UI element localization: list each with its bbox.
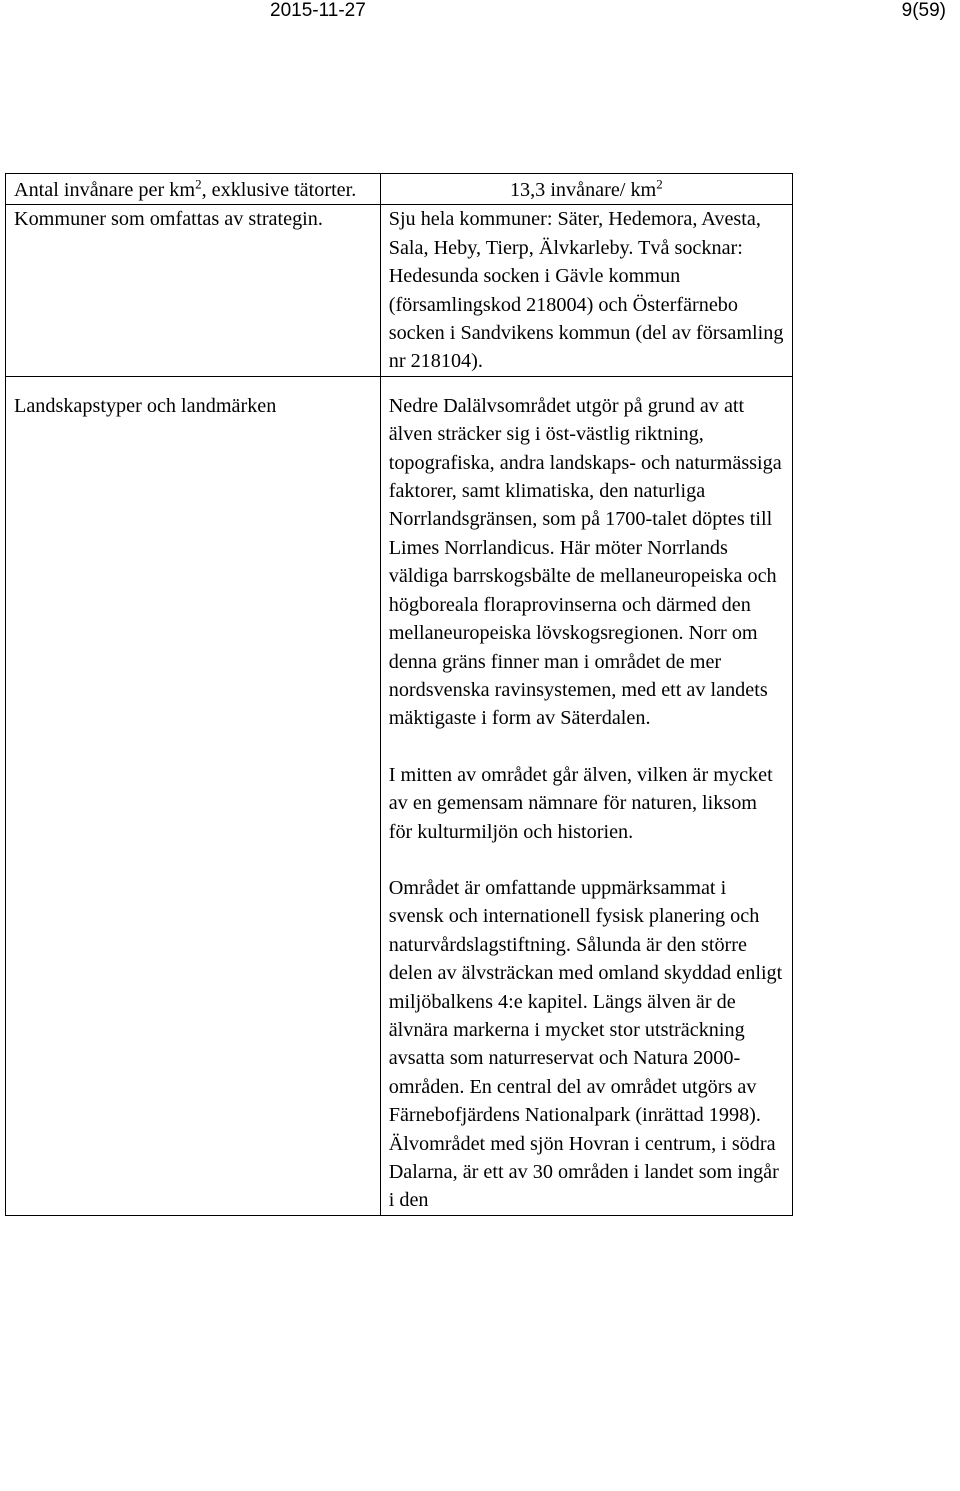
row-value <box>380 174 792 205</box>
value-text: Sju hela kommuner: Säter, Hedemora, Avesta, Sala, Heby, Tierp, Älvkarleby. Två socknar: Hedesunda socken i Gävle kommun (församlingskod 218004) och Österfärnebo socken i Sandvikens kommun (del av församling nr 218104). <box>388 208 784 373</box>
document-date: 2015-11-27 <box>270 0 366 21</box>
superscript: 2 <box>195 176 202 192</box>
paragraph: I mitten av området går älven, vilken är mycket av en gemensam nämnare för naturen, liksom för kulturmiljön och historien. <box>388 763 773 843</box>
label-text: , exklusive tätorter. <box>201 179 357 201</box>
label-text: Antal invånare per km <box>14 179 196 201</box>
label-text: Kommuner som omfattas av strategin. <box>14 208 323 231</box>
row-value <box>380 205 792 376</box>
row-label <box>6 205 381 376</box>
table-row <box>6 376 793 1215</box>
row-value <box>380 376 792 1215</box>
table-row <box>6 205 793 376</box>
paragraph: Området är omfattande uppmärksammat i svensk och internationell fysisk planering och naturvårdslagstiftning. Sålunda är den större delen av älvsträckan med omland skyddad enligt miljöbalkens 4:e kapitel. Längs älven är de älvnära markerna i mycket stor utsträckning avsatta som naturreservat och Natura 2000-områden. En central del av området utgörs av Färnebofjärdens Nationalpark (inrättad 1998). Älvområdet med sjön Hovran i centrum, i södra Dalarna, är ett av 30 områden i landet som ingår i den <box>388 876 783 1212</box>
page-number: 9(59) <box>901 0 946 21</box>
superscript: 2 <box>656 176 663 192</box>
value-text: 13,3 invånare/ km <box>509 179 657 201</box>
row-label <box>6 174 381 205</box>
label-text: Landskapstyper och landmärken <box>14 394 277 417</box>
info-table <box>5 173 793 1216</box>
paragraph: Nedre Dalälvsområdet utgör på grund av att älven sträcker sig i öst-västlig riktning, topografiska, andra landskaps- och naturmässiga faktorer, samt klimatiska, den naturliga Norrlandsgränsen, som på 1700-talet döptes till Limes Norrlandicus. Här möter Norrlands väldiga barrskogsbälte de mellaneuropeiska och högboreala floraprovinserna och därmed den mellaneuropeiska lövskogsregionen. Norr om denna gräns finner man i området de mer nordsvenska ravinsystemen, med ett av landets mäktigaste i form av Säterdalen. <box>388 394 782 730</box>
table-row <box>6 174 793 205</box>
row-label <box>6 376 381 1215</box>
